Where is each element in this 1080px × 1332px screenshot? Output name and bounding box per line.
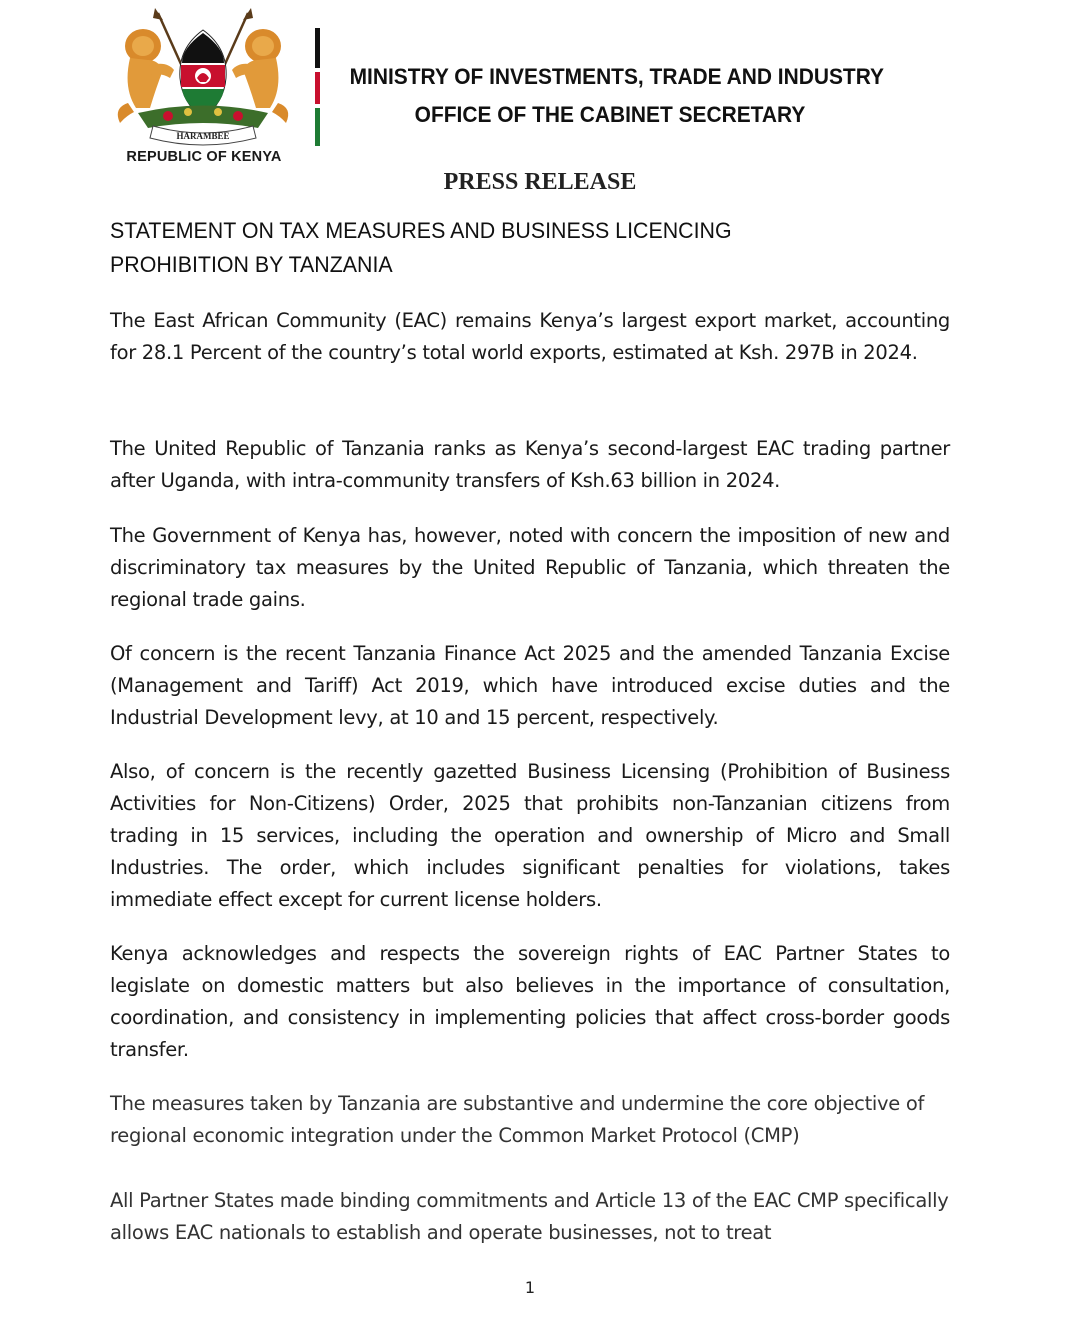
paragraph-5: Also, of concern is the recently gazetted Business Licensing (Prohibition of Business Activities for Non-Citizens) Order, 2025 that prohibits non-Tanzanian citizens from trading in 15 services, including the operation and ownership of Micro and Small Industries. The order, which includes significant penalties for violations, takes immediate effect except for current license holders. [110,760,950,911]
page-number: 1 [524,1278,536,1297]
title-line-2: PROHIBITION BY TANZANIA [110,252,393,277]
paragraph-6: Kenya acknowledges and respects the sovereign rights of EAC Partner States to legislate on domestic matters but also believes in the importance of consultation, coordination, and consistency in implementing policies that affect cross-border goods transfer. [110,942,950,1061]
paragraph-3: The Government of Kenya has, however, noted with concern the imposition of new and discriminatory tax measures by the United Republic of Tanzania, which threaten the regional trade gains. [110,524,950,611]
kenya-flag-stripe-divider [315,28,320,146]
paragraph-7: The measures taken by Tanzania are substantive and undermine the core objective of regional economic integration under the Common Market Protocol (CMP) [110,1092,925,1147]
statement-title [110,214,908,282]
motto-text: HARAMBEE [176,131,230,141]
paragraph-8: All Partner States made binding commitments and Article 13 of the EAC CMP specifically allows EAC nationals to establish and operate businesses, not to treat [110,1189,949,1244]
paragraph-2: The United Republic of Tanzania ranks as Kenya’s second-largest EAC trading partner after Uganda, with intra-community transfers of Ksh.63 billion in 2024. [110,437,950,492]
document-type-label: PRESS RELEASE [443,169,637,195]
country-label: REPUBLIC OF KENYA [126,149,282,165]
paragraph-1: The East African Community (EAC) remains Kenya’s largest export market, accounting for 28.1 Percent of the country’s total world exports, estimated at Ksh. 297B in 2024. [110,309,950,364]
ministry-header [349,58,884,134]
kenya-coat-of-arms-emblem [108,8,298,148]
paragraph-4: Of concern is the recent Tanzania Finance Act 2025 and the amended Tanzania Excise (Management and Tariff) Act 2019, which have introduced excise duties and the Industrial Development levy, at 10 and 15 percent, respectively. [110,642,950,729]
ministry-name: MINISTRY OF INVESTMENTS, TRADE AND INDUSTRY [349,64,884,89]
title-line-1: STATEMENT ON TAX MEASURES AND BUSINESS LICENCING [110,218,732,243]
office-name: OFFICE OF THE CABINET SECRETARY [414,102,806,127]
